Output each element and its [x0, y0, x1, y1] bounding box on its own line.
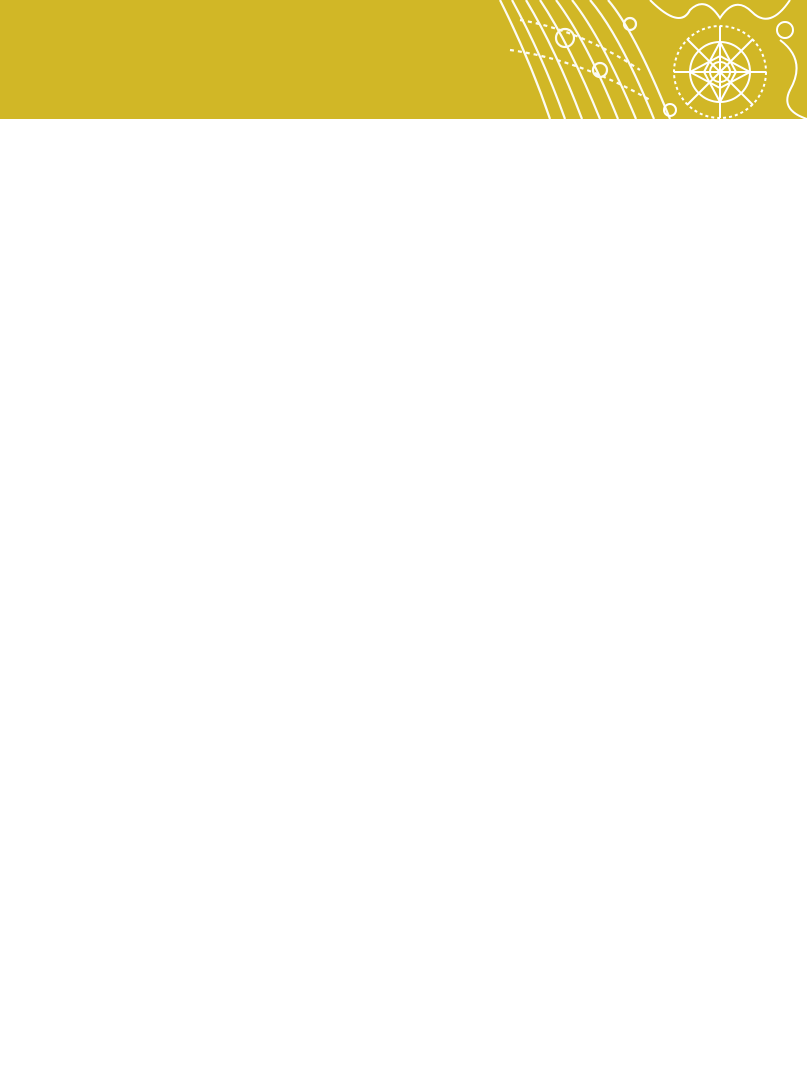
header-band: [0, 0, 807, 119]
lace-icon: [490, 0, 807, 119]
